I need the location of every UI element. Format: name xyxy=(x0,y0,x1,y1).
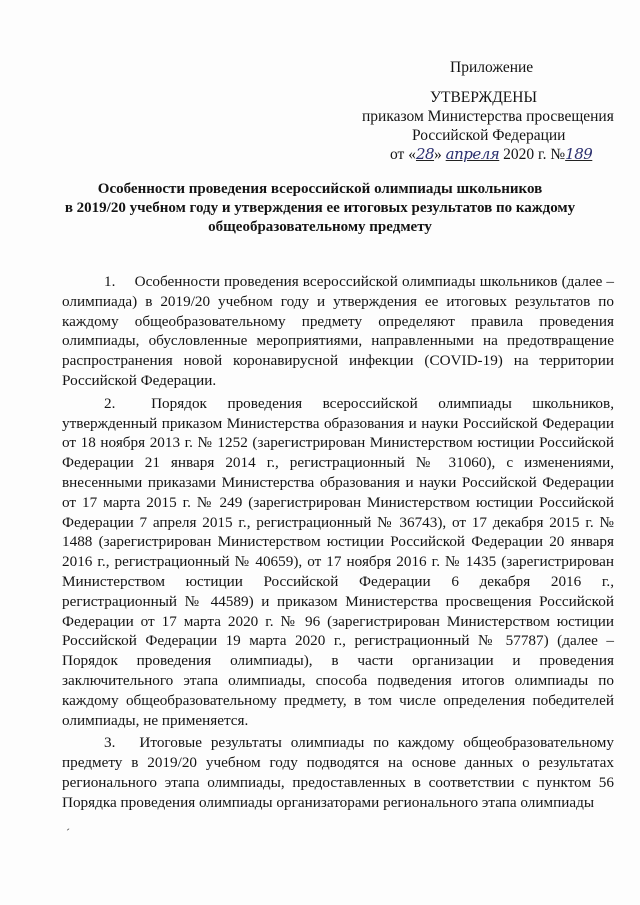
title-line-1: Особенности проведения всероссийской олимпиады школьников xyxy=(97,181,543,197)
order-date-line xyxy=(350,145,620,164)
paragraph-3: 3. Итоговые результаты олимпиады по каждому общеобразовательному предмету в 2019/20 учебном году подводятся на основе данных о результатах регионального этапа олимпиады, предоставленных в соответствии с пунктом 56 Порядка проведения олимпиады организаторами регионального этапа олимпиады xyxy=(62,734,614,811)
approval-block xyxy=(350,58,620,164)
handwritten-order-number: 189 xyxy=(565,145,593,163)
annex-label: Приложение xyxy=(450,59,534,76)
document-body xyxy=(62,272,614,816)
paragraph-1: 1. Особенности проведения всероссийской олимпиады школьников (далее – олимпиада) в 2019/20 учебном году и утверждения ее итоговых результатов по каждому общеобразовательному предмету определяют правила проведения олимпиады, обусловленные мероприятиями, направленными на предотвращение распространения новой коронавирусной инфекции (COVID-19) на территории Российской Федерации. xyxy=(62,273,614,389)
date-prefix: от « xyxy=(390,146,416,163)
date-mid: » xyxy=(434,146,446,163)
title-line-3: общеобразовательному предмету xyxy=(208,219,432,235)
handwritten-day: 28 xyxy=(415,145,435,163)
document-title xyxy=(60,180,580,237)
approved-by-order: приказом Министерства просвещения xyxy=(362,108,614,125)
handwritten-month: апреля xyxy=(445,145,500,163)
date-year: 2020 г. № xyxy=(499,146,566,163)
page-mark: ˊ xyxy=(66,826,70,840)
approved-country: Российской Федерации xyxy=(412,127,566,144)
title-line-2: в 2019/20 учебном году и утверждения ее итоговых результатов по каждому xyxy=(64,200,576,216)
paragraph-2: 2. Порядок проведения всероссийской олимпиады школьников, утвержденный приказом Министерства образования и науки Российской Федерации от 18 ноября 2013 г. № 1252 (зарегистрирован Министерством юстиции Российской Федерации 21 января 2014 г., регистрационный № 31060), с изменениями, внесенными приказами Министерства образования и науки Российской Федерации от 17 марта 2015 г. № 249 (зарегистрирован Министерством юстиции Российской Федерации 7 апреля 2015 г., регистрационный № 36743), от 17 декабря 2015 г. № 1488 (зарегистрирован Министерством юстиции Российской Федерации 20 января 2016 г., регистрационный № 40659), от 17 ноября 2016 г. № 1435 (зарегистрирован Министерством юстиции Российской Федерации 6 декабря 2016 г., регистрационный № 44589) и приказом Министерства просвещения Российской Федерации от 17 марта 2020 г. № 96 (зарегистрирован Министерством юстиции Российской Федерации 19 марта 2020 г., регистрационный № 57787) (далее – Порядок проведения олимпиады), в части организации и проведения заключительного этапа олимпиады, способа подведения итогов олимпиады по каждому общеобразовательному предмету, в том числе определения победителей олимпиады, не применяется. xyxy=(62,394,614,729)
approved-label: УТВЕРЖДЕНЫ xyxy=(430,89,537,106)
